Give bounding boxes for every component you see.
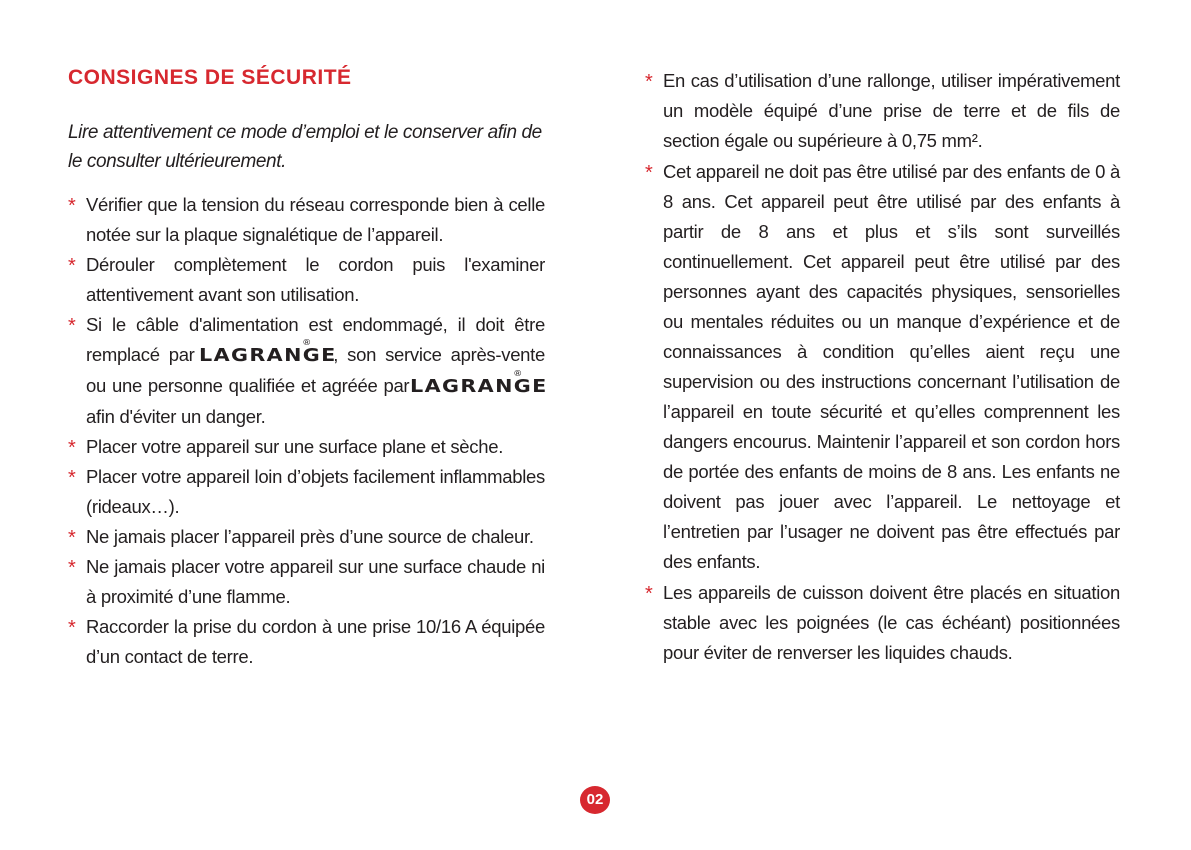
safety-list-left xyxy=(68,190,548,672)
section-title: CONSIGNES DE SÉCURITÉ xyxy=(68,66,352,89)
bullet-asterisk: * xyxy=(68,557,76,579)
bullet-asterisk: * xyxy=(68,467,76,489)
list-item: * Si le câble d'alimentation est endommagé, il doit être remplacé par LAGRANGE ® , son service après-vente ou une personne qualifiée et agréée par LAGRANGE ® afin d'éviter un danger. xyxy=(68,310,545,432)
list-item: * Dérouler complètement le cordon puis l'examiner attentivement avant son utilisation. xyxy=(68,250,545,310)
list-item: * Ne jamais placer l’appareil près d’une source de chaleur. xyxy=(68,522,545,552)
bullet-asterisk: * xyxy=(68,617,76,639)
bullet-asterisk: * xyxy=(645,71,653,93)
list-item: * Raccorder la prise du cordon à une prise 10/16 A équipée d’un contact de terre. xyxy=(68,612,545,672)
list-item: * Placer votre appareil sur une surface plane et sèche. xyxy=(68,432,545,462)
list-item: * En cas d’utilisation d’une rallonge, utiliser impérativement un modèle équipé d’une prise de terre et de fils de section égale ou supérieure à 0,75 mm². xyxy=(645,66,1120,156)
page-number-badge: 02 xyxy=(580,786,610,814)
bullet-asterisk: * xyxy=(68,527,76,549)
bullet-asterisk: * xyxy=(68,255,76,277)
list-item: * Les appareils de cuisson doivent être placés en situation stable avec les poignées (le cas échéant) positionnées pour éviter de renverser les liquides chauds. xyxy=(645,578,1120,668)
list-item: * Cet appareil ne doit pas être utilisé par des enfants de 0 à 8 ans. Cet appareil peut être utilisé par des enfants à partir de 8 ans et plus et s’ils sont surveillés continuellement. Cet appareil peut être utilisé par des personnes ayant des capacités physiques, sensorielles ou mentales réduites ou un manque d’expérience et de connaissances à condition qu’elles aient reçu une supervision ou des instructions concernant l’utilisation de l’appareil en toute sécurité et qu’elles comprennent les dangers encourus. Maintenir l’appareil et son cordon hors de portée des enfants de moins de 8 ans. Les enfants ne doivent pas jouer avec l’appareil. Le nettoyage et l’entretien par l’usager ne doivent pas être effectués par des enfants. xyxy=(645,157,1120,577)
bullet-asterisk: * xyxy=(68,437,76,459)
list-item: * Ne jamais placer votre appareil sur une surface chaude ni à proximité d’une flamme. xyxy=(68,552,545,612)
list-item: * Placer votre appareil loin d’objets facilement inflammables (rideaux…). xyxy=(68,462,545,522)
list-item: * Vérifier que la tension du réseau corresponde bien à celle notée sur la plaque signalétique de l’appareil. xyxy=(68,190,545,250)
bullet-asterisk: * xyxy=(645,583,653,605)
intro-text: Lire attentivement ce mode d’emploi et le conserver afin de le consulter ultérieurement. xyxy=(68,122,542,172)
lagrange-logo: LAGRANGE ® xyxy=(198,338,337,366)
bullet-asterisk: * xyxy=(68,315,76,337)
safety-list-right xyxy=(645,66,1120,669)
lagrange-logo: LAGRANGE ® xyxy=(410,369,548,397)
bullet-asterisk: * xyxy=(645,162,653,184)
bullet-asterisk: * xyxy=(68,195,76,217)
